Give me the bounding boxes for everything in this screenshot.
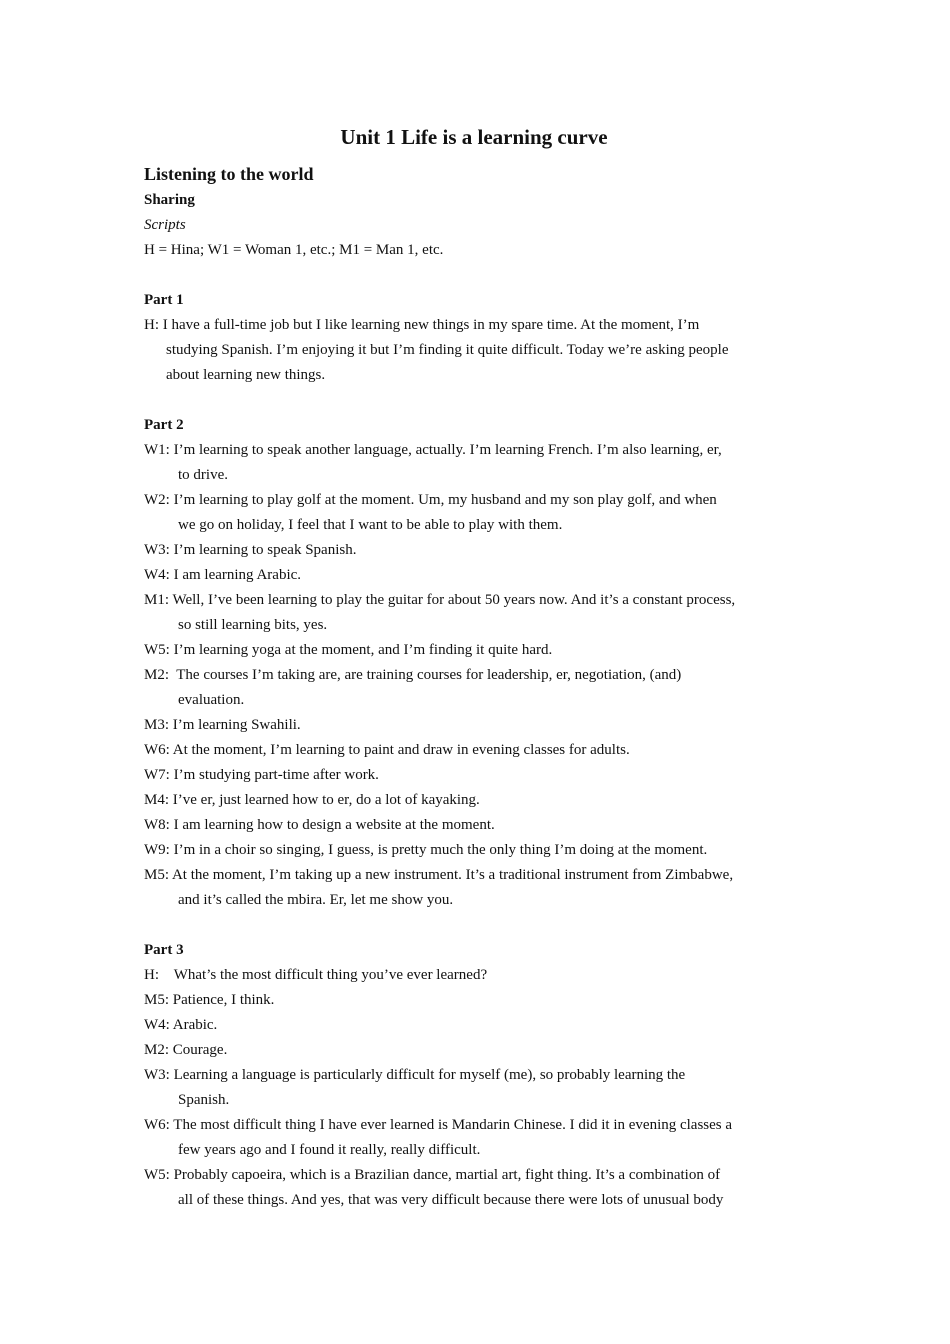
speaker-label: W4: bbox=[144, 1017, 170, 1033]
transcript-first-line bbox=[144, 1167, 720, 1183]
speaker-label: W5: bbox=[144, 1167, 170, 1183]
utterance-continuation: about learning new things. bbox=[166, 367, 326, 383]
section-heading: Listening to the world bbox=[144, 164, 314, 184]
transcript-first-line bbox=[144, 1042, 227, 1058]
speaker-label: W1: bbox=[144, 442, 170, 458]
utterance-text: I’m learning yoga at the moment, and I’m finding it quite hard. bbox=[169, 642, 553, 658]
transcript-line bbox=[144, 838, 824, 863]
part-1-transcript bbox=[144, 313, 824, 388]
utterance-text: The courses I’m taking are, are training courses for leadership, er, negotiation, (and) bbox=[169, 667, 682, 683]
utterance-text: I am learning Arabic. bbox=[169, 567, 302, 583]
transcript-line bbox=[144, 438, 824, 488]
transcript-first-line bbox=[144, 717, 301, 733]
speaker-label: M2: bbox=[144, 667, 170, 683]
transcript-line bbox=[144, 1038, 824, 1063]
utterance-continuation: we go on holiday, I feel that I want to be able to play with them. bbox=[178, 517, 563, 533]
transcript-first-line bbox=[144, 542, 356, 558]
speaker-label: W7: bbox=[144, 767, 170, 783]
transcript-line bbox=[144, 488, 824, 538]
utterance-text: Learning a language is particularly difficult for myself (me), so probably learning the bbox=[169, 1067, 686, 1083]
subsection-heading: Sharing bbox=[144, 192, 195, 208]
speaker-label: W3: bbox=[144, 542, 170, 558]
transcript-first-line bbox=[144, 667, 681, 683]
utterance-continuation: and it’s called the mbira. Er, let me show you. bbox=[178, 892, 454, 908]
utterance-text: I’m learning to speak Spanish. bbox=[169, 542, 357, 558]
utterance-text: Arabic. bbox=[169, 1017, 218, 1033]
transcript-line bbox=[144, 988, 824, 1013]
transcript-line bbox=[144, 588, 824, 638]
transcript-first-line bbox=[144, 742, 630, 758]
utterance-text: I’ve er, just learned how to er, do a lot of kayaking. bbox=[169, 792, 480, 808]
transcript-first-line bbox=[144, 567, 301, 583]
transcript-first-line bbox=[144, 492, 717, 508]
speaker-label: H: bbox=[144, 317, 159, 333]
transcript-first-line bbox=[144, 317, 699, 333]
utterance-text: At the moment, I’m taking up a new instrument. It’s a traditional instrument from Zimbabwe, bbox=[169, 867, 734, 883]
utterance-continuation: so still learning bits, yes. bbox=[178, 617, 328, 633]
utterance-text: Well, I’ve been learning to play the guitar for about 50 years now. And it’s a constant process, bbox=[169, 592, 736, 608]
transcript-first-line bbox=[144, 842, 707, 858]
speaker-label: W2: bbox=[144, 492, 170, 508]
utterance-continuation: studying Spanish. I’m enjoying it but I’m finding it quite difficult. Today we’re asking people bbox=[166, 342, 729, 358]
transcript-line bbox=[144, 538, 824, 563]
transcript-first-line bbox=[144, 992, 274, 1008]
transcript-first-line bbox=[144, 817, 495, 833]
speaker-label: W8: bbox=[144, 817, 170, 833]
utterance-text: I’m learning to play golf at the moment. Um, my husband and my son play golf, and when bbox=[169, 492, 717, 508]
transcript-line bbox=[144, 663, 824, 713]
transcript-first-line bbox=[144, 792, 480, 808]
utterance-text: Courage. bbox=[169, 1042, 228, 1058]
utterance-text: What’s the most difficult thing you’ve ever learned? bbox=[159, 967, 488, 983]
speaker-label: W6: bbox=[144, 742, 170, 758]
utterance-text: I’m learning to speak another language, actually. I’m learning French. I’m also learning, er, bbox=[169, 442, 722, 458]
part-2-heading: Part 2 bbox=[144, 417, 184, 433]
speaker-label: M5: bbox=[144, 867, 170, 883]
transcript-line bbox=[144, 563, 824, 588]
utterance-text: I’m studying part-time after work. bbox=[169, 767, 379, 783]
transcript-line bbox=[144, 638, 824, 663]
utterance-text: Patience, I think. bbox=[169, 992, 275, 1008]
speaker-label: M2: bbox=[144, 1042, 170, 1058]
speaker-key: H = Hina; W1 = Woman 1, etc.; M1 = Man 1, etc. bbox=[144, 242, 444, 258]
transcript-first-line bbox=[144, 867, 733, 883]
transcript-line bbox=[144, 1113, 824, 1163]
transcript-first-line bbox=[144, 442, 722, 458]
utterance-text: Probably capoeira, which is a Brazilian dance, martial art, fight thing. It’s a combination of bbox=[169, 1167, 721, 1183]
transcript-line bbox=[144, 963, 824, 988]
utterance-text: I have a full-time job but I like learning new things in my spare time. At the moment, I’m bbox=[159, 317, 700, 333]
transcript-line bbox=[144, 863, 824, 913]
speaker-label: W6: bbox=[144, 1117, 170, 1133]
transcript-line bbox=[144, 763, 824, 788]
transcript-first-line bbox=[144, 1067, 685, 1083]
scripts-label: Scripts bbox=[144, 217, 186, 233]
part-2-transcript bbox=[144, 438, 824, 913]
speaker-label: W5: bbox=[144, 642, 170, 658]
speaker-label: W9: bbox=[144, 842, 170, 858]
utterance-text: The most difficult thing I have ever learned is Mandarin Chinese. I did it in evening classes a bbox=[169, 1117, 733, 1133]
speaker-label: M4: bbox=[144, 792, 170, 808]
transcript-line bbox=[144, 813, 824, 838]
transcript-first-line bbox=[144, 967, 487, 983]
transcript-first-line bbox=[144, 1017, 217, 1033]
page-title: Unit 1 Life is a learning curve bbox=[340, 125, 608, 149]
speaker-label: M3: bbox=[144, 717, 170, 733]
speaker-label: W4: bbox=[144, 567, 170, 583]
transcript-line bbox=[144, 788, 824, 813]
utterance-text: I am learning how to design a website at the moment. bbox=[169, 817, 495, 833]
utterance-continuation: all of these things. And yes, that was very difficult because there were lots of unusual body bbox=[178, 1192, 724, 1208]
transcript-line bbox=[144, 313, 824, 388]
utterance-text: At the moment, I’m learning to paint and draw in evening classes for adults. bbox=[169, 742, 630, 758]
speaker-label: M5: bbox=[144, 992, 170, 1008]
transcript-first-line bbox=[144, 767, 379, 783]
part-3-heading: Part 3 bbox=[144, 942, 184, 958]
part-3-transcript bbox=[144, 963, 824, 1213]
transcript-first-line bbox=[144, 1117, 732, 1133]
utterance-text: I’m learning Swahili. bbox=[169, 717, 301, 733]
transcript-line bbox=[144, 713, 824, 738]
speaker-label: M1: bbox=[144, 592, 170, 608]
transcript-line bbox=[144, 1063, 824, 1113]
transcript-line bbox=[144, 1163, 824, 1213]
utterance-continuation: to drive. bbox=[178, 467, 228, 483]
utterance-continuation: evaluation. bbox=[178, 692, 245, 708]
speaker-label: H: bbox=[144, 967, 159, 983]
document-page bbox=[144, 120, 824, 1213]
transcript-line bbox=[144, 738, 824, 763]
part-1-heading: Part 1 bbox=[144, 292, 184, 308]
transcript-first-line bbox=[144, 642, 552, 658]
transcript-line bbox=[144, 1013, 824, 1038]
transcript-first-line bbox=[144, 592, 735, 608]
utterance-text: I’m in a choir so singing, I guess, is pretty much the only thing I’m doing at the moment. bbox=[169, 842, 708, 858]
speaker-label: W3: bbox=[144, 1067, 170, 1083]
utterance-continuation: few years ago and I found it really, really difficult. bbox=[178, 1142, 481, 1158]
utterance-continuation: Spanish. bbox=[178, 1092, 230, 1108]
